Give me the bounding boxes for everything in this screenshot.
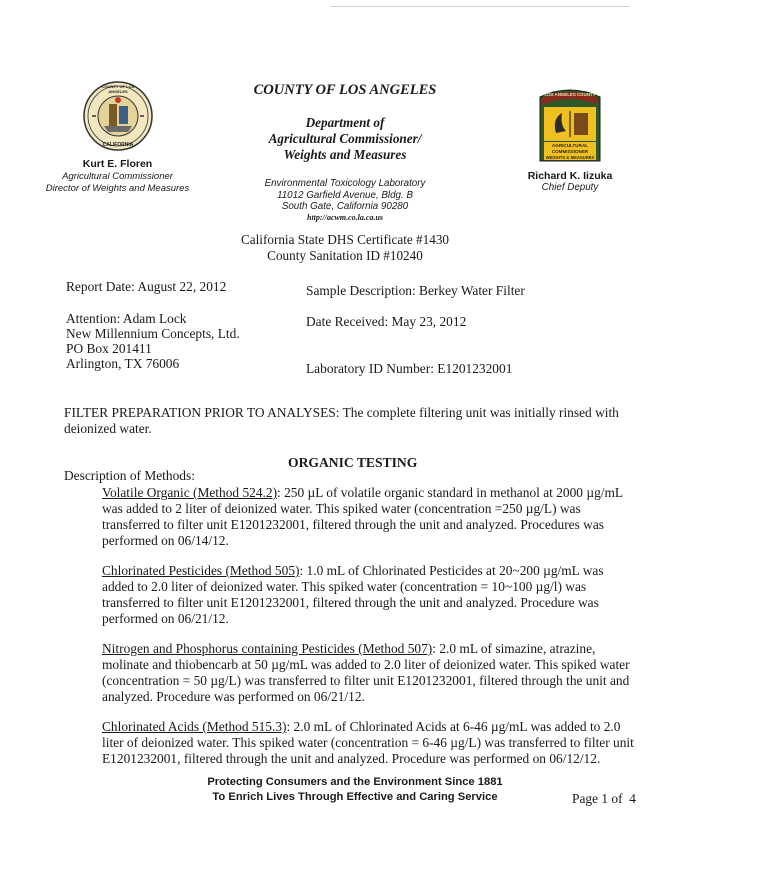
page-number: Page 1 of 4	[572, 791, 636, 806]
method-nitrogen-phosphorus	[102, 641, 638, 705]
po-box: PO Box 201411	[66, 341, 152, 356]
method-name: Volatile Organic (Method 524.2)	[102, 485, 278, 500]
report-date: Report Date: August 22, 2012	[66, 279, 227, 294]
dhs-certificate: California State DHS Certificate #1430	[240, 232, 450, 247]
lab-name: Environmental Toxicology Laboratory	[264, 178, 426, 189]
left-official-name: Kurt E. Floren	[82, 158, 153, 170]
seal-bottom-text: CALIFORNIA	[102, 142, 134, 148]
agricultural-badge	[538, 87, 602, 163]
dept-line1: Department of	[305, 115, 385, 130]
dept-line3: Weights and Measures	[283, 147, 407, 162]
county-seal	[82, 80, 154, 152]
attention: Attention: Adam Lock	[66, 311, 187, 326]
date-received: Date Received: May 23, 2012	[306, 314, 467, 329]
methods-label: Description of Methods:	[64, 468, 195, 483]
method-text: : 2.0 mL of simazine, atrazine, molinate and thiobencarb at 50 µg/mL was added to 2.0 liter of deionized water. This spiked water (concentration = 50 µg/L) was transferred to filter unit E1201232001, filtered through the unit and analyzed. Procedure was performed on 06/21/12.	[102, 641, 630, 704]
method-text: : 1.0 mL of Chlorinated Pesticides at 20~200 µg/mL was added to 2.0 liter of deionized water. This spiked water (concentration = 10~100 µg/l) was transferred to filter unit E1201232001, filtered through the unit and analyzed. Procedure was performed on 06/21/12.	[102, 563, 604, 626]
method-chlorinated-pesticides	[102, 563, 610, 627]
method-name: Chlorinated Acids (Method 515.3)	[102, 719, 287, 734]
badge-top-text: LOS ANGELES COUNTY	[544, 92, 596, 97]
badge-line1: AGRICULTURAL	[551, 143, 589, 148]
left-official-title1: Agricultural Commissioner	[62, 171, 173, 182]
badge-line2: COMMISSIONER	[551, 149, 589, 154]
method-chlorinated-acids	[102, 719, 638, 767]
city: Arlington, TX 76006	[66, 356, 180, 371]
method-text: : 2.0 mL of Chlorinated Acids at 6-46 µg/mL was added to 2.0 liter of deionized water. This spiked water (concentration = 6-46 µg/L) was transferred to filter unit E1201232001, filtered through the unit and analyzed. Procedure was performed on 06/12/12.	[102, 719, 634, 766]
sample-description: Sample Description: Berkey Water Filter	[306, 283, 525, 298]
filter-preparation: FILTER PREPARATION PRIOR TO ANALYSES: The complete filtering unit was initially rinsed with deionized water.	[64, 405, 619, 436]
dept-line2: Agricultural Commissioner/	[268, 131, 422, 146]
badge-line3: WEIGHTS & MEASURES	[545, 155, 595, 160]
method-volatile-organic	[102, 485, 640, 549]
right-official-title: Chief Deputy	[541, 182, 599, 193]
county-title: COUNTY OF LOS ANGELES	[253, 82, 437, 98]
method-name: Chlorinated Pesticides (Method 505)	[102, 563, 300, 578]
lab-city: South Gate, California 90280	[281, 201, 409, 212]
footer-motto-2: To Enrich Lives Through Effective and Caring Service	[212, 791, 498, 803]
method-text: : 250 µL of volatile organic standard in methanol at 2000 µg/mL was added to 2 liter of deionized water. This spiked water (concentration =250 µg/L) was transferred to filter unit E1201232001, filtered through the unit and analyzed. Procedures was performed on 06/14/12.	[102, 485, 623, 548]
section-title: ORGANIC TESTING	[288, 455, 418, 470]
scan-edge-line	[330, 6, 630, 7]
lab-address: 11012 Garfield Avenue, Bldg. B	[277, 190, 413, 201]
lab-id-number: Laboratory ID Number: E1201232001	[306, 361, 513, 376]
sanitation-id: County Sanitation ID #10240	[267, 248, 423, 263]
footer-motto-1: Protecting Consumers and the Environment Since 1881	[207, 776, 503, 788]
method-name: Nitrogen and Phosphorus containing Pesticides (Method 507)	[102, 641, 433, 656]
lab-url: http://acwm.co.la.ca.us	[307, 213, 383, 222]
seal-top-text: COUNTY OF LOS ANGELES	[101, 84, 135, 94]
company: New Millennium Concepts, Ltd.	[66, 326, 240, 341]
left-official-title2: Director of Weights and Measures	[45, 183, 190, 194]
right-official-name: Richard K. Iizuka	[527, 170, 613, 182]
